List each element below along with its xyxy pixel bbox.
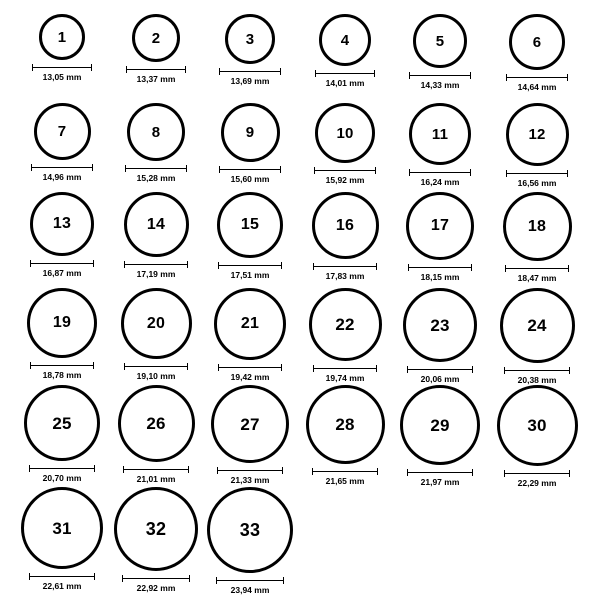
ring-size-cell (395, 103, 485, 187)
ring-circle (319, 14, 371, 66)
measure-line (505, 268, 569, 269)
diameter-value-label: 16,87 mm (42, 268, 82, 278)
measure-tick-right (569, 470, 570, 477)
ring-circle (34, 103, 91, 160)
diameter-value-label: 18,15 mm (420, 272, 460, 282)
ring-size-cell (17, 487, 107, 591)
ring-size-label: 15 (240, 216, 260, 233)
measure-tick-left (124, 261, 125, 268)
measure-tick-left (407, 366, 408, 373)
ring-circle (309, 288, 382, 361)
diameter-measure-bar (504, 470, 570, 477)
diameter-value-label: 15,60 mm (230, 174, 270, 184)
measure-line (124, 264, 188, 265)
measure-tick-left (312, 468, 313, 475)
measure-line (31, 167, 93, 168)
measure-tick-left (30, 362, 31, 369)
diameter-value-label: 19,10 mm (136, 371, 176, 381)
ring-circle (503, 192, 572, 261)
ring-circle (39, 14, 85, 60)
ring-size-cell (205, 103, 295, 184)
diameter-measure-bar (126, 66, 186, 73)
measure-tick-left (124, 363, 125, 370)
measure-tick-right (376, 263, 377, 270)
ring-size-label: 16 (335, 216, 355, 234)
diameter-measure-bar (219, 166, 281, 173)
ring-size-label: 29 (430, 415, 450, 435)
measure-line (216, 580, 284, 581)
diameter-measure-bar (407, 366, 473, 373)
ring-circle (30, 192, 94, 256)
ring-size-label: 14 (146, 215, 166, 233)
diameter-measure-bar (409, 169, 471, 176)
measure-line (125, 168, 187, 169)
diameter-value-label: 17,51 mm (230, 270, 270, 280)
ring-size-label: 22 (335, 315, 355, 334)
measure-line (504, 473, 570, 474)
diameter-value-label: 21,01 mm (136, 474, 176, 484)
ring-circle (132, 14, 180, 62)
measure-line (126, 69, 186, 70)
measure-tick-right (567, 74, 568, 81)
ring-size-cell (205, 192, 295, 280)
measure-line (29, 468, 95, 469)
diameter-value-label: 22,61 mm (42, 581, 82, 591)
diameter-value-label: 14,96 mm (42, 172, 82, 182)
diameter-measure-bar (218, 364, 282, 371)
measure-tick-left (315, 70, 316, 77)
ring-circle (500, 288, 575, 363)
diameter-value-label: 13,69 mm (230, 76, 270, 86)
ring-size-label: 27 (240, 414, 260, 434)
ring-circle (211, 385, 289, 463)
diameter-measure-bar (218, 262, 282, 269)
diameter-value-label: 19,42 mm (230, 372, 270, 382)
diameter-value-label: 14,01 mm (325, 78, 365, 88)
diameter-value-label: 18,47 mm (517, 273, 557, 283)
measure-tick-right (280, 68, 281, 75)
measure-tick-right (280, 166, 281, 173)
measure-tick-left (408, 264, 409, 271)
diameter-measure-bar (122, 575, 190, 582)
ring-circle (124, 192, 189, 257)
diameter-measure-bar (124, 363, 188, 370)
measure-tick-right (472, 366, 473, 373)
measure-tick-right (92, 164, 93, 171)
diameter-measure-bar (217, 467, 283, 474)
diameter-value-label: 16,24 mm (420, 177, 460, 187)
ring-size-label: 17 (430, 217, 450, 234)
ring-circle (497, 385, 578, 466)
ring-size-cell (17, 14, 107, 82)
ring-size-cell (300, 192, 390, 281)
diameter-measure-bar (30, 260, 94, 267)
measure-line (312, 471, 378, 472)
measure-tick-right (186, 165, 187, 172)
ring-size-label: 10 (336, 124, 354, 142)
ring-size-label: 5 (435, 32, 445, 50)
diameter-measure-bar (408, 264, 472, 271)
measure-tick-left (216, 577, 217, 584)
ring-circle (207, 487, 293, 573)
ring-size-label: 1 (57, 28, 67, 46)
measure-line (30, 263, 94, 264)
measure-line (506, 77, 568, 78)
diameter-measure-bar (315, 70, 375, 77)
ring-size-cell (111, 487, 201, 593)
ring-circle (121, 288, 192, 359)
ring-circle (214, 288, 286, 360)
ring-size-cell (395, 192, 485, 282)
ring-size-cell (492, 385, 582, 488)
ring-size-label: 11 (431, 125, 449, 143)
diameter-measure-bar (32, 64, 92, 71)
ring-size-label: 18 (527, 217, 547, 235)
measure-tick-right (281, 262, 282, 269)
ring-circle (217, 192, 283, 258)
diameter-measure-bar (409, 72, 471, 79)
measure-tick-right (376, 365, 377, 372)
ring-size-label: 31 (52, 518, 72, 538)
measure-tick-right (470, 169, 471, 176)
measure-line (504, 370, 570, 371)
measure-tick-right (187, 261, 188, 268)
ring-circle (413, 14, 467, 68)
ring-size-cell (111, 385, 201, 484)
ring-size-cell (111, 103, 201, 183)
measure-tick-left (219, 166, 220, 173)
ring-size-label: 3 (245, 30, 255, 48)
ring-size-cell (17, 288, 107, 380)
diameter-measure-bar (29, 573, 95, 580)
measure-line (314, 170, 376, 171)
measure-tick-right (189, 575, 190, 582)
diameter-measure-bar (504, 367, 570, 374)
ring-size-label: 6 (532, 33, 542, 51)
ring-circle (312, 192, 379, 259)
diameter-value-label: 15,92 mm (325, 175, 365, 185)
diameter-value-label: 14,33 mm (420, 80, 460, 90)
measure-line (30, 365, 94, 366)
measure-tick-right (375, 167, 376, 174)
ring-size-cell (17, 103, 107, 182)
measure-line (407, 472, 473, 473)
diameter-measure-bar (313, 365, 377, 372)
diameter-measure-bar (29, 465, 95, 472)
ring-size-label: 20 (146, 314, 166, 332)
measure-tick-left (506, 170, 507, 177)
measure-tick-left (32, 64, 33, 71)
measure-tick-left (219, 68, 220, 75)
ring-size-label: 32 (145, 519, 167, 539)
ring-size-cell (300, 288, 390, 383)
ring-size-cell (395, 288, 485, 384)
ring-size-cell (111, 288, 201, 381)
ring-circle (114, 487, 198, 571)
measure-line (409, 75, 471, 76)
measure-line (123, 469, 189, 470)
ring-size-label: 33 (239, 520, 261, 540)
ring-size-label: 23 (430, 315, 450, 335)
measure-line (32, 67, 92, 68)
ring-size-label: 4 (340, 31, 350, 49)
measure-tick-left (125, 165, 126, 172)
measure-tick-right (569, 367, 570, 374)
ring-size-label: 13 (52, 215, 72, 232)
measure-tick-left (29, 465, 30, 472)
measure-line (407, 369, 473, 370)
diameter-value-label: 21,97 mm (420, 477, 460, 487)
diameter-measure-bar (313, 263, 377, 270)
ring-size-cell (205, 14, 295, 86)
measure-tick-left (314, 167, 315, 174)
diameter-measure-bar (124, 261, 188, 268)
ring-circle (24, 385, 100, 461)
measure-tick-right (377, 468, 378, 475)
diameter-measure-bar (31, 164, 93, 171)
measure-tick-left (217, 467, 218, 474)
diameter-value-label: 15,28 mm (136, 173, 176, 183)
ring-size-label: 30 (527, 416, 547, 435)
measure-line (313, 266, 377, 267)
measure-tick-left (123, 466, 124, 473)
ring-circle (27, 288, 97, 358)
ring-size-cell (492, 288, 582, 385)
diameter-value-label: 16,56 mm (517, 178, 557, 188)
measure-tick-right (283, 577, 284, 584)
diameter-value-label: 23,94 mm (230, 585, 270, 595)
measure-tick-left (31, 164, 32, 171)
ring-circle (403, 288, 477, 362)
ring-size-cell (205, 487, 295, 595)
diameter-value-label: 22,29 mm (517, 478, 557, 488)
measure-tick-left (407, 469, 408, 476)
ring-circle (506, 103, 569, 166)
measure-tick-left (29, 573, 30, 580)
measure-line (219, 71, 281, 72)
ring-size-label: 12 (528, 126, 546, 143)
ring-size-cell (492, 14, 582, 92)
diameter-measure-bar (123, 466, 189, 473)
measure-line (124, 366, 188, 367)
measure-tick-right (187, 363, 188, 370)
ring-size-cell (300, 103, 390, 185)
measure-line (29, 576, 95, 577)
measure-tick-left (313, 263, 314, 270)
ring-size-label: 7 (57, 123, 67, 140)
ring-size-label: 2 (151, 29, 161, 47)
ring-size-cell (395, 385, 485, 487)
measure-tick-left (30, 260, 31, 267)
measure-tick-right (568, 265, 569, 272)
diameter-value-label: 19,74 mm (325, 373, 365, 383)
measure-line (218, 367, 282, 368)
diameter-value-label: 21,33 mm (230, 475, 270, 485)
measure-tick-right (472, 469, 473, 476)
diameter-value-label: 17,19 mm (136, 269, 176, 279)
ring-size-cell (17, 385, 107, 483)
measure-line (408, 267, 472, 268)
measure-tick-left (409, 169, 410, 176)
ring-size-cell (111, 192, 201, 279)
diameter-value-label: 22,92 mm (136, 583, 176, 593)
ring-size-label: 26 (146, 414, 166, 433)
ring-size-label: 25 (52, 413, 72, 433)
diameter-measure-bar (125, 165, 187, 172)
measure-line (219, 169, 281, 170)
diameter-value-label: 13,05 mm (42, 72, 82, 82)
ring-size-cell (492, 192, 582, 283)
ring-circle (406, 192, 474, 260)
measure-tick-right (470, 72, 471, 79)
measure-tick-right (374, 70, 375, 77)
ring-circle (225, 14, 275, 64)
ring-circle (400, 385, 480, 465)
diameter-measure-bar (30, 362, 94, 369)
diameter-value-label: 14,64 mm (517, 82, 557, 92)
diameter-measure-bar (314, 167, 376, 174)
diameter-value-label: 20,38 mm (517, 375, 557, 385)
ring-circle (118, 385, 195, 462)
measure-line (409, 172, 471, 173)
measure-line (506, 173, 568, 174)
measure-tick-right (93, 260, 94, 267)
ring-circle (315, 103, 375, 163)
measure-tick-right (93, 362, 94, 369)
measure-tick-left (505, 265, 506, 272)
ring-size-cell (492, 103, 582, 188)
measure-tick-right (94, 573, 95, 580)
diameter-value-label: 21,65 mm (325, 476, 365, 486)
diameter-value-label: 17,83 mm (325, 271, 365, 281)
ring-circle (21, 487, 103, 569)
measure-tick-right (188, 466, 189, 473)
measure-line (217, 470, 283, 471)
measure-tick-right (567, 170, 568, 177)
diameter-measure-bar (216, 577, 284, 584)
diameter-measure-bar (505, 265, 569, 272)
measure-tick-right (471, 264, 472, 271)
measure-line (315, 73, 375, 74)
ring-circle (221, 103, 280, 162)
measure-tick-left (122, 575, 123, 582)
ring-size-cell (300, 385, 390, 486)
measure-tick-left (504, 367, 505, 374)
diameter-value-label: 20,70 mm (42, 473, 82, 483)
ring-size-cell (395, 14, 485, 90)
ring-size-label: 24 (527, 316, 547, 335)
ring-size-label: 8 (151, 123, 161, 141)
measure-tick-left (409, 72, 410, 79)
ring-circle (509, 14, 565, 70)
ring-size-cell (111, 14, 201, 84)
measure-line (122, 578, 190, 579)
diameter-value-label: 20,06 mm (420, 374, 460, 384)
measure-tick-left (218, 364, 219, 371)
ring-size-label: 28 (335, 415, 355, 434)
ring-circle (127, 103, 185, 161)
measure-tick-right (94, 465, 95, 472)
measure-tick-left (126, 66, 127, 73)
ring-size-label: 9 (245, 124, 255, 141)
ring-size-cell (205, 288, 295, 382)
ring-circle (306, 385, 385, 464)
ring-size-cell (205, 385, 295, 485)
diameter-measure-bar (506, 170, 568, 177)
measure-tick-right (91, 64, 92, 71)
measure-tick-right (282, 467, 283, 474)
ring-size-label: 21 (240, 315, 260, 332)
measure-tick-left (313, 365, 314, 372)
diameter-measure-bar (219, 68, 281, 75)
diameter-measure-bar (407, 469, 473, 476)
measure-line (218, 265, 282, 266)
ring-size-cell (300, 14, 390, 88)
ring-size-cell (17, 192, 107, 278)
diameter-measure-bar (506, 74, 568, 81)
diameter-value-label: 18,78 mm (42, 370, 82, 380)
measure-tick-right (185, 66, 186, 73)
measure-tick-left (506, 74, 507, 81)
measure-tick-left (504, 470, 505, 477)
diameter-value-label: 13,37 mm (136, 74, 176, 84)
measure-tick-left (218, 262, 219, 269)
measure-line (313, 368, 377, 369)
ring-circle (409, 103, 471, 165)
ring-size-label: 19 (52, 314, 72, 331)
diameter-measure-bar (312, 468, 378, 475)
measure-tick-right (281, 364, 282, 371)
